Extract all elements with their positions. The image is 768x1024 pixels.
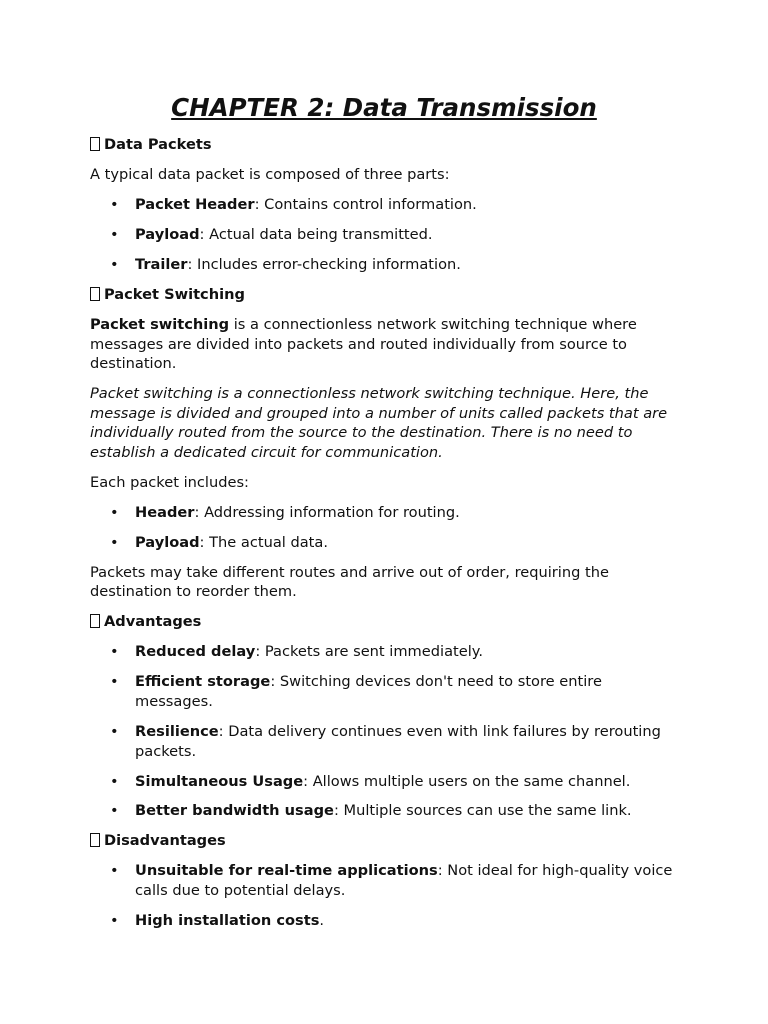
list-item-term: Resilience <box>135 722 219 740</box>
list-item <box>90 911 678 931</box>
list-item-desc: . <box>319 912 325 930</box>
list-item-term: Payload <box>135 533 200 551</box>
list-item <box>90 801 678 821</box>
section-heading-packet-switching <box>90 285 678 305</box>
list-item <box>90 672 678 711</box>
box-icon <box>90 614 100 628</box>
list-item <box>90 642 678 662</box>
list-item-term: Better bandwidth usage <box>135 802 334 820</box>
paragraph-packets-intro: A typical data packet is composed of three parts: <box>90 165 450 183</box>
list-item <box>90 722 678 761</box>
list-disadvantages <box>90 861 678 930</box>
list-item <box>90 861 678 900</box>
paragraph-switching-definition <box>90 315 678 374</box>
list-item-term: Payload <box>135 225 200 243</box>
list-item-term: Simultaneous Usage <box>135 772 304 790</box>
section-heading-disadvantages <box>90 831 678 851</box>
list-item-term: High installation costs <box>135 912 320 930</box>
list-item-desc: : Allows multiple users on the same channel. <box>303 772 631 790</box>
list-item-desc: : Includes error-checking information. <box>187 255 461 273</box>
section-heading-advantages <box>90 612 678 632</box>
list-item <box>90 533 678 553</box>
list-item-term: Trailer <box>135 255 188 273</box>
section-heading-label: Disadvantages <box>104 832 226 850</box>
paragraph-switching-quote: Packet switching is a connectionless network switching technique. Here, the message is divided and grouped into a number of units called packets that are individually routed from the source to the destination. There is no need to establish a dedicated circuit for communication. <box>90 385 668 461</box>
list-item <box>90 225 678 245</box>
list-item-desc: : Data delivery continues even with link failures by rerouting packets. <box>135 722 661 760</box>
list-item <box>90 503 678 523</box>
list-item <box>90 772 678 792</box>
list-item-desc: : Not ideal for high-quality voice calls due to potential delays. <box>135 862 673 900</box>
list-packet-includes <box>90 503 678 553</box>
paragraph-switching-outro: Packets may take different routes and arrive out of order, requiring the destination to reorder them. <box>90 563 609 601</box>
box-icon <box>90 287 100 301</box>
list-item-term: Packet Header <box>135 195 255 213</box>
list-packet-parts <box>90 195 678 275</box>
list-item-desc: : Multiple sources can use the same link. <box>333 802 632 820</box>
definition-term: Packet switching <box>90 315 230 333</box>
list-item-term: Reduced delay <box>135 643 256 661</box>
box-icon <box>90 137 100 151</box>
list-item <box>90 255 678 275</box>
section-heading-label: Packet Switching <box>104 285 245 303</box>
list-item-desc: : The actual data. <box>199 533 328 551</box>
paragraph-packet-includes: Each packet includes: <box>90 473 249 491</box>
definition-text: is a connectionless network switching technique where messages are divided into packets and routed individually from source to destination. <box>90 315 637 373</box>
chapter-title: CHAPTER 2: Data Transmission <box>171 93 597 122</box>
section-heading-label: Advantages <box>104 613 202 631</box>
list-item-desc: : Packets are sent immediately. <box>255 643 483 661</box>
list-item <box>90 195 678 215</box>
list-item-desc: : Switching devices don't need to store entire messages. <box>135 673 602 710</box>
list-item-desc: : Actual data being transmitted. <box>199 225 433 243</box>
list-item-term: Efficient storage <box>135 673 271 691</box>
list-item-desc: : Addressing information for routing. <box>194 503 460 521</box>
list-advantages <box>90 642 678 821</box>
list-item-desc: : Contains control information. <box>254 195 477 213</box>
list-item-term: Unsuitable for real-time applications <box>135 862 438 880</box>
box-icon <box>90 833 100 847</box>
section-heading-data-packets <box>90 135 678 155</box>
list-item-term: Header <box>135 503 195 521</box>
section-heading-label: Data Packets <box>104 136 212 153</box>
